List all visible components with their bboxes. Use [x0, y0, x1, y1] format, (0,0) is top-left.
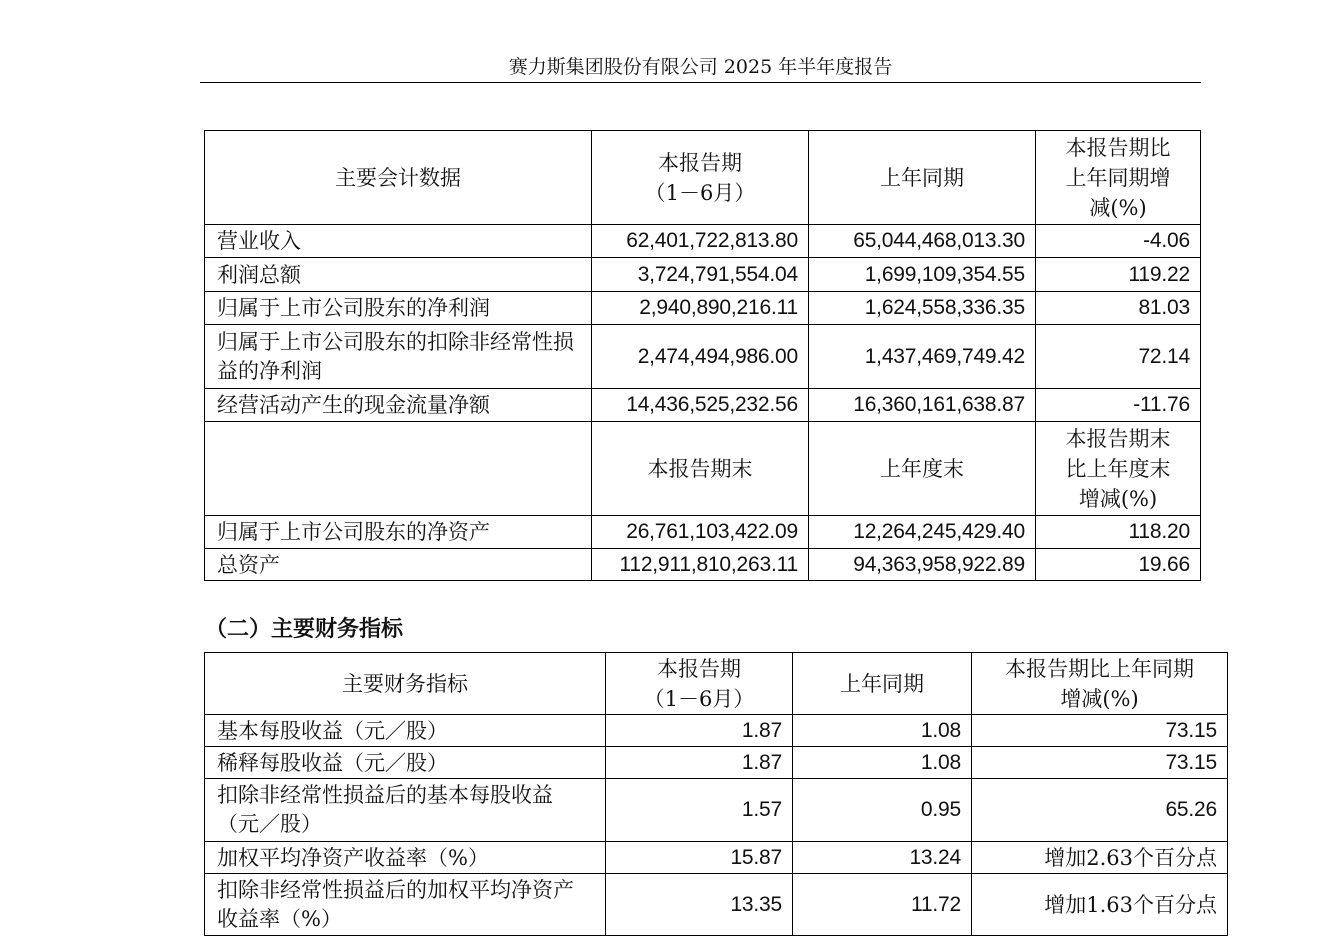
table-row: [205, 842, 1228, 874]
prior-value: 16,360,161,638.87: [809, 389, 1036, 422]
row-label: 扣除非经常性损益后的加权平均净资产收益率（%）: [205, 874, 606, 936]
header-text: 增减(%): [1060, 686, 1139, 711]
header-cell: [972, 653, 1228, 715]
header-cell: [205, 422, 592, 516]
main-financial-indicators-table: [204, 652, 1228, 936]
table-row: [205, 325, 1201, 389]
row-label: 加权平均净资产收益率（%）: [205, 842, 606, 874]
header-text: （1－6月）: [643, 686, 755, 711]
header-cell: 本报告期末: [592, 422, 809, 516]
table-row: [205, 747, 1228, 779]
header-text: 本报告期: [658, 150, 742, 175]
prior-value: 1,437,469,749.42: [809, 325, 1036, 389]
row-label: 归属于上市公司股东的净利润: [205, 292, 592, 325]
current-value: 62,401,722,813.80: [592, 225, 809, 258]
row-label: 总资产: [205, 549, 592, 581]
page-header: 赛力斯集团股份有限公司 2025 年半年度报告: [508, 56, 893, 78]
header-cell: 主要财务指标: [205, 653, 606, 715]
table-row: [205, 258, 1201, 292]
header-cell: 上年同期: [809, 131, 1036, 225]
current-value: 2,474,494,986.00: [592, 325, 809, 389]
table-row: [205, 549, 1201, 581]
change-value: 73.15: [972, 715, 1228, 747]
change-value: 72.14: [1036, 325, 1201, 389]
header-text: 减(%): [1089, 195, 1147, 220]
header-text: 增减(%): [1078, 486, 1158, 511]
header-cell: [1036, 422, 1201, 516]
prior-value: 65,044,468,013.30: [809, 225, 1036, 258]
prior-value: 94,363,958,922.89: [809, 549, 1036, 581]
header-rule: [200, 82, 1201, 83]
change-value: 65.26: [972, 779, 1228, 842]
table-row: [205, 874, 1228, 936]
change-value: 118.20: [1036, 516, 1201, 549]
current-value: 3,724,791,554.04: [592, 258, 809, 292]
current-value: 2,940,890,216.11: [592, 292, 809, 325]
table-subheader-row: [205, 422, 1201, 516]
header-text: 本报告期比上年同期: [1005, 656, 1194, 681]
header-text: 本报告期比: [1065, 135, 1171, 160]
change-value: 81.03: [1036, 292, 1201, 325]
current-value: 15.87: [606, 842, 793, 874]
prior-value: 12,264,245,429.40: [809, 516, 1036, 549]
prior-value: 1,699,109,354.55: [809, 258, 1036, 292]
row-label: 营业收入: [205, 225, 592, 258]
current-value: 13.35: [606, 874, 793, 936]
header-text: 比上年度末: [1065, 456, 1171, 481]
current-value: 26,761,103,422.09: [592, 516, 809, 549]
section-title: （二）主要财务指标: [205, 616, 404, 642]
header-text: 本报告期末: [1065, 426, 1171, 451]
current-value: 112,911,810,263.11: [592, 549, 809, 581]
table-row: [205, 516, 1201, 549]
change-value: -11.76: [1036, 389, 1201, 422]
table-row: [205, 292, 1201, 325]
header-text: 上年同期增: [1065, 165, 1171, 190]
table-header-row: [205, 131, 1201, 225]
row-label: 归属于上市公司股东的净资产: [205, 516, 592, 549]
prior-value: 0.95: [793, 779, 972, 842]
current-value: 1.57: [606, 779, 793, 842]
header-cell: 上年度末: [809, 422, 1036, 516]
header-cell: 上年同期: [793, 653, 972, 715]
header-cell: [1036, 131, 1201, 225]
row-label: 扣除非经常性损益后的基本每股收益（元／股）: [205, 779, 606, 842]
prior-value: 1.08: [793, 747, 972, 779]
header-text: （1－6月）: [644, 180, 756, 205]
change-value: 增加1.63个百分点: [972, 874, 1228, 936]
row-label: 利润总额: [205, 258, 592, 292]
table-row: [205, 715, 1228, 747]
table-row: [205, 225, 1201, 258]
change-value: 119.22: [1036, 258, 1201, 292]
main-accounting-data-table: [204, 130, 1201, 581]
prior-value: 11.72: [793, 874, 972, 936]
table-header-row: [205, 653, 1228, 715]
current-value: 1.87: [606, 747, 793, 779]
current-value: 14,436,525,232.56: [592, 389, 809, 422]
change-value: 增加2.63个百分点: [972, 842, 1228, 874]
header-cell: [592, 131, 809, 225]
prior-value: 13.24: [793, 842, 972, 874]
change-value: -4.06: [1036, 225, 1201, 258]
row-label: 归属于上市公司股东的扣除非经常性损益的净利润: [205, 325, 592, 389]
table-row: [205, 779, 1228, 842]
row-label: 基本每股收益（元／股）: [205, 715, 606, 747]
current-value: 1.87: [606, 715, 793, 747]
header-cell: 主要会计数据: [205, 131, 592, 225]
row-label: 经营活动产生的现金流量净额: [205, 389, 592, 422]
change-value: 19.66: [1036, 549, 1201, 581]
header-cell: [606, 653, 793, 715]
row-label: 稀释每股收益（元／股）: [205, 747, 606, 779]
change-value: 73.15: [972, 747, 1228, 779]
prior-value: 1,624,558,336.35: [809, 292, 1036, 325]
table-row: [205, 389, 1201, 422]
prior-value: 1.08: [793, 715, 972, 747]
header-text: 本报告期: [657, 656, 741, 681]
